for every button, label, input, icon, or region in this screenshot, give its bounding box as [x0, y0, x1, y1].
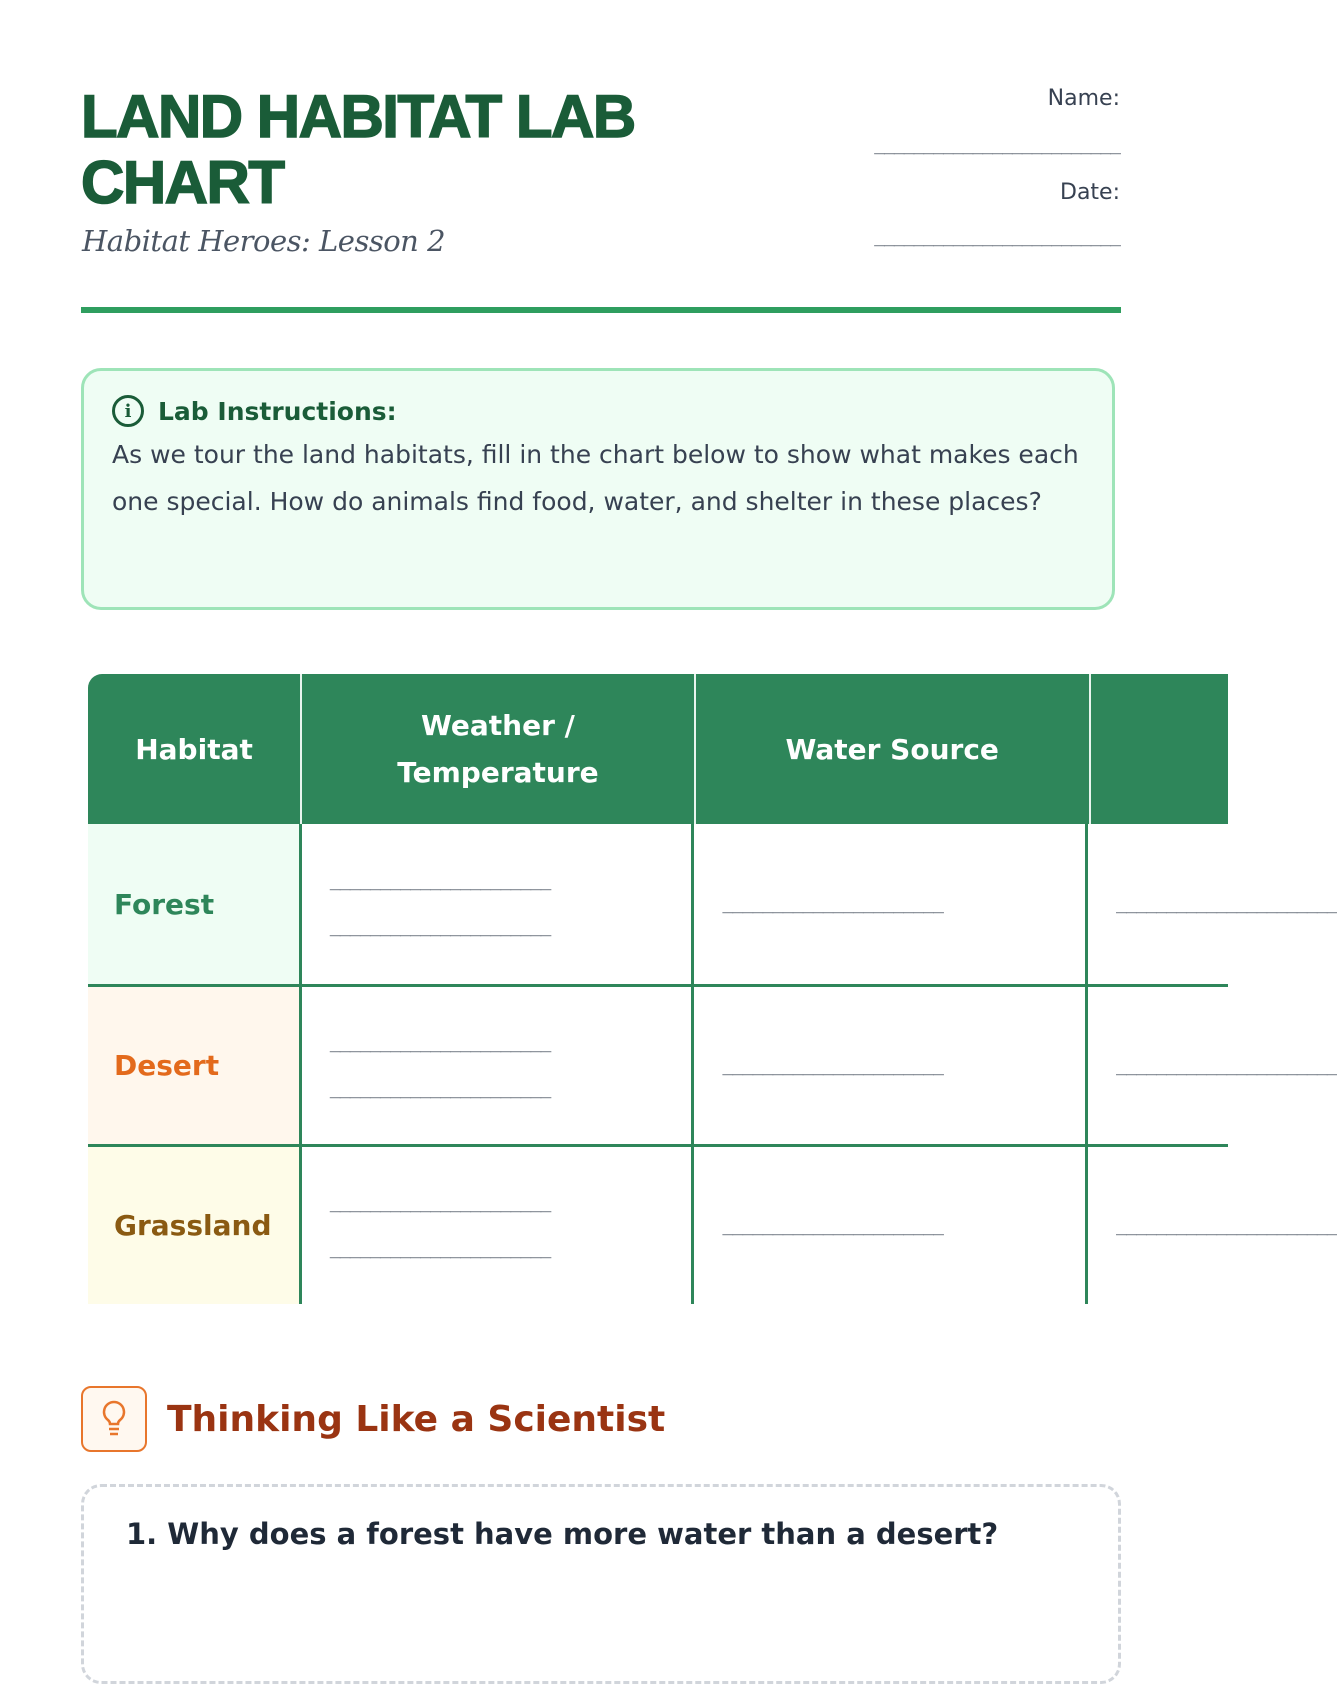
lightbulb-icon — [81, 1386, 147, 1452]
instructions-title: Lab Instructions: — [158, 396, 397, 426]
question-box — [81, 1484, 1121, 1684]
page-title: LAND HABITAT LAB CHART — [81, 83, 635, 216]
weather-answer[interactable]: ______________________ ______________________ — [302, 1147, 695, 1304]
thinking-title: Thinking Like a Scientist — [167, 1398, 666, 1440]
water-source-answer[interactable]: ______________________ — [694, 824, 1088, 984]
habitat-name: Grassland — [88, 1147, 302, 1304]
weather-answer[interactable]: ______________________ ______________________ — [302, 824, 695, 984]
header-habitat: Habitat — [88, 674, 302, 824]
cut-off-answer[interactable]: ______________________ — [1116, 893, 1337, 914]
name-field[interactable]: _________________________ — [874, 134, 1120, 155]
page-subtitle: Habitat Heroes: Lesson 2 — [82, 224, 446, 258]
habitat-name: Desert — [88, 987, 302, 1144]
table-row — [88, 1144, 1337, 1304]
habitat-name: Forest — [88, 824, 302, 984]
date-label: Date: — [1060, 180, 1120, 205]
header-divider — [81, 307, 1121, 313]
table-row — [88, 984, 1337, 1144]
table-row — [88, 824, 1337, 984]
header-cut-off — [1091, 674, 1228, 824]
question-1: 1. Why does a forest have more water than a desert? — [126, 1517, 999, 1551]
lab-instructions-box — [81, 368, 1115, 610]
name-label: Name: — [1047, 86, 1120, 111]
thinking-section-heading — [81, 1386, 665, 1452]
date-field[interactable]: _________________________ — [874, 226, 1120, 247]
water-source-answer[interactable]: ______________________ — [694, 987, 1088, 1144]
cut-off-answer[interactable]: ______________________ — [1116, 1054, 1337, 1076]
habitat-chart-table — [88, 674, 1337, 1304]
cut-off-answer[interactable]: ______________________ — [1116, 1214, 1337, 1236]
weather-answer[interactable]: ______________________ ______________________ — [302, 987, 695, 1144]
water-source-answer[interactable]: ______________________ — [694, 1147, 1088, 1304]
header-weather: Weather / Temperature — [302, 674, 696, 824]
instructions-text: As we tour the land habitats, fill in the chart below to show what makes each one special. How do animals find food, water, and shelter in these places? — [112, 440, 1079, 516]
info-icon: i — [112, 395, 144, 427]
table-header-row — [88, 674, 1228, 824]
header-water-source: Water Source — [696, 674, 1091, 824]
